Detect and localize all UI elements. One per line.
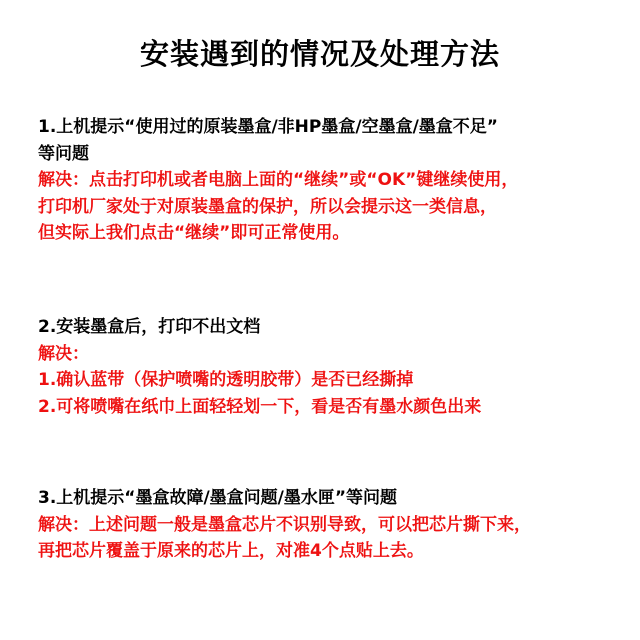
- issue-section-1: [38, 114, 628, 247]
- issue-section-3: [38, 485, 628, 565]
- solution-line: 但实际上我们点击“继续”即可正常使用。: [38, 223, 350, 243]
- issue-section-2: [38, 314, 628, 420]
- solution-line: 1.确认蓝带（保护喷嘴的透明胶带）是否已经撕掉: [38, 370, 414, 390]
- issue-heading-line: 1.上机提示“使用过的原装墨盒/非HP墨盒/空墨盒/墨盒不足”: [38, 117, 498, 137]
- page-title: 安装遇到的情况及处理方法: [139, 37, 500, 71]
- solution-line: 打印机厂家处于对原装墨盒的保护，所以会提示这一类信息，: [38, 196, 497, 217]
- solution-line: 再把芯片覆盖于原来的芯片上，对准4个点贴上去。: [38, 541, 424, 561]
- issue-heading-line: 3.上机提示“墨盒故障/墨盒问题/墨水匣”等问题: [38, 488, 398, 508]
- solution-line: 2.可将喷嘴在纸巾上面轻轻划一下，看是否有墨水颜色出来: [38, 396, 482, 417]
- solution-line: 解决：: [38, 343, 89, 364]
- issue-heading-line: 2.安装墨盒后，打印不出文档: [38, 317, 261, 337]
- solution-line: 解决：上述问题一般是墨盒芯片不识别导致，可以把芯片撕下来，: [38, 514, 531, 535]
- solution-line: 解决：点击打印机或者电脑上面的“继续”或“OK”键继续使用，: [38, 170, 519, 190]
- issue-heading-line: 等问题: [38, 143, 89, 164]
